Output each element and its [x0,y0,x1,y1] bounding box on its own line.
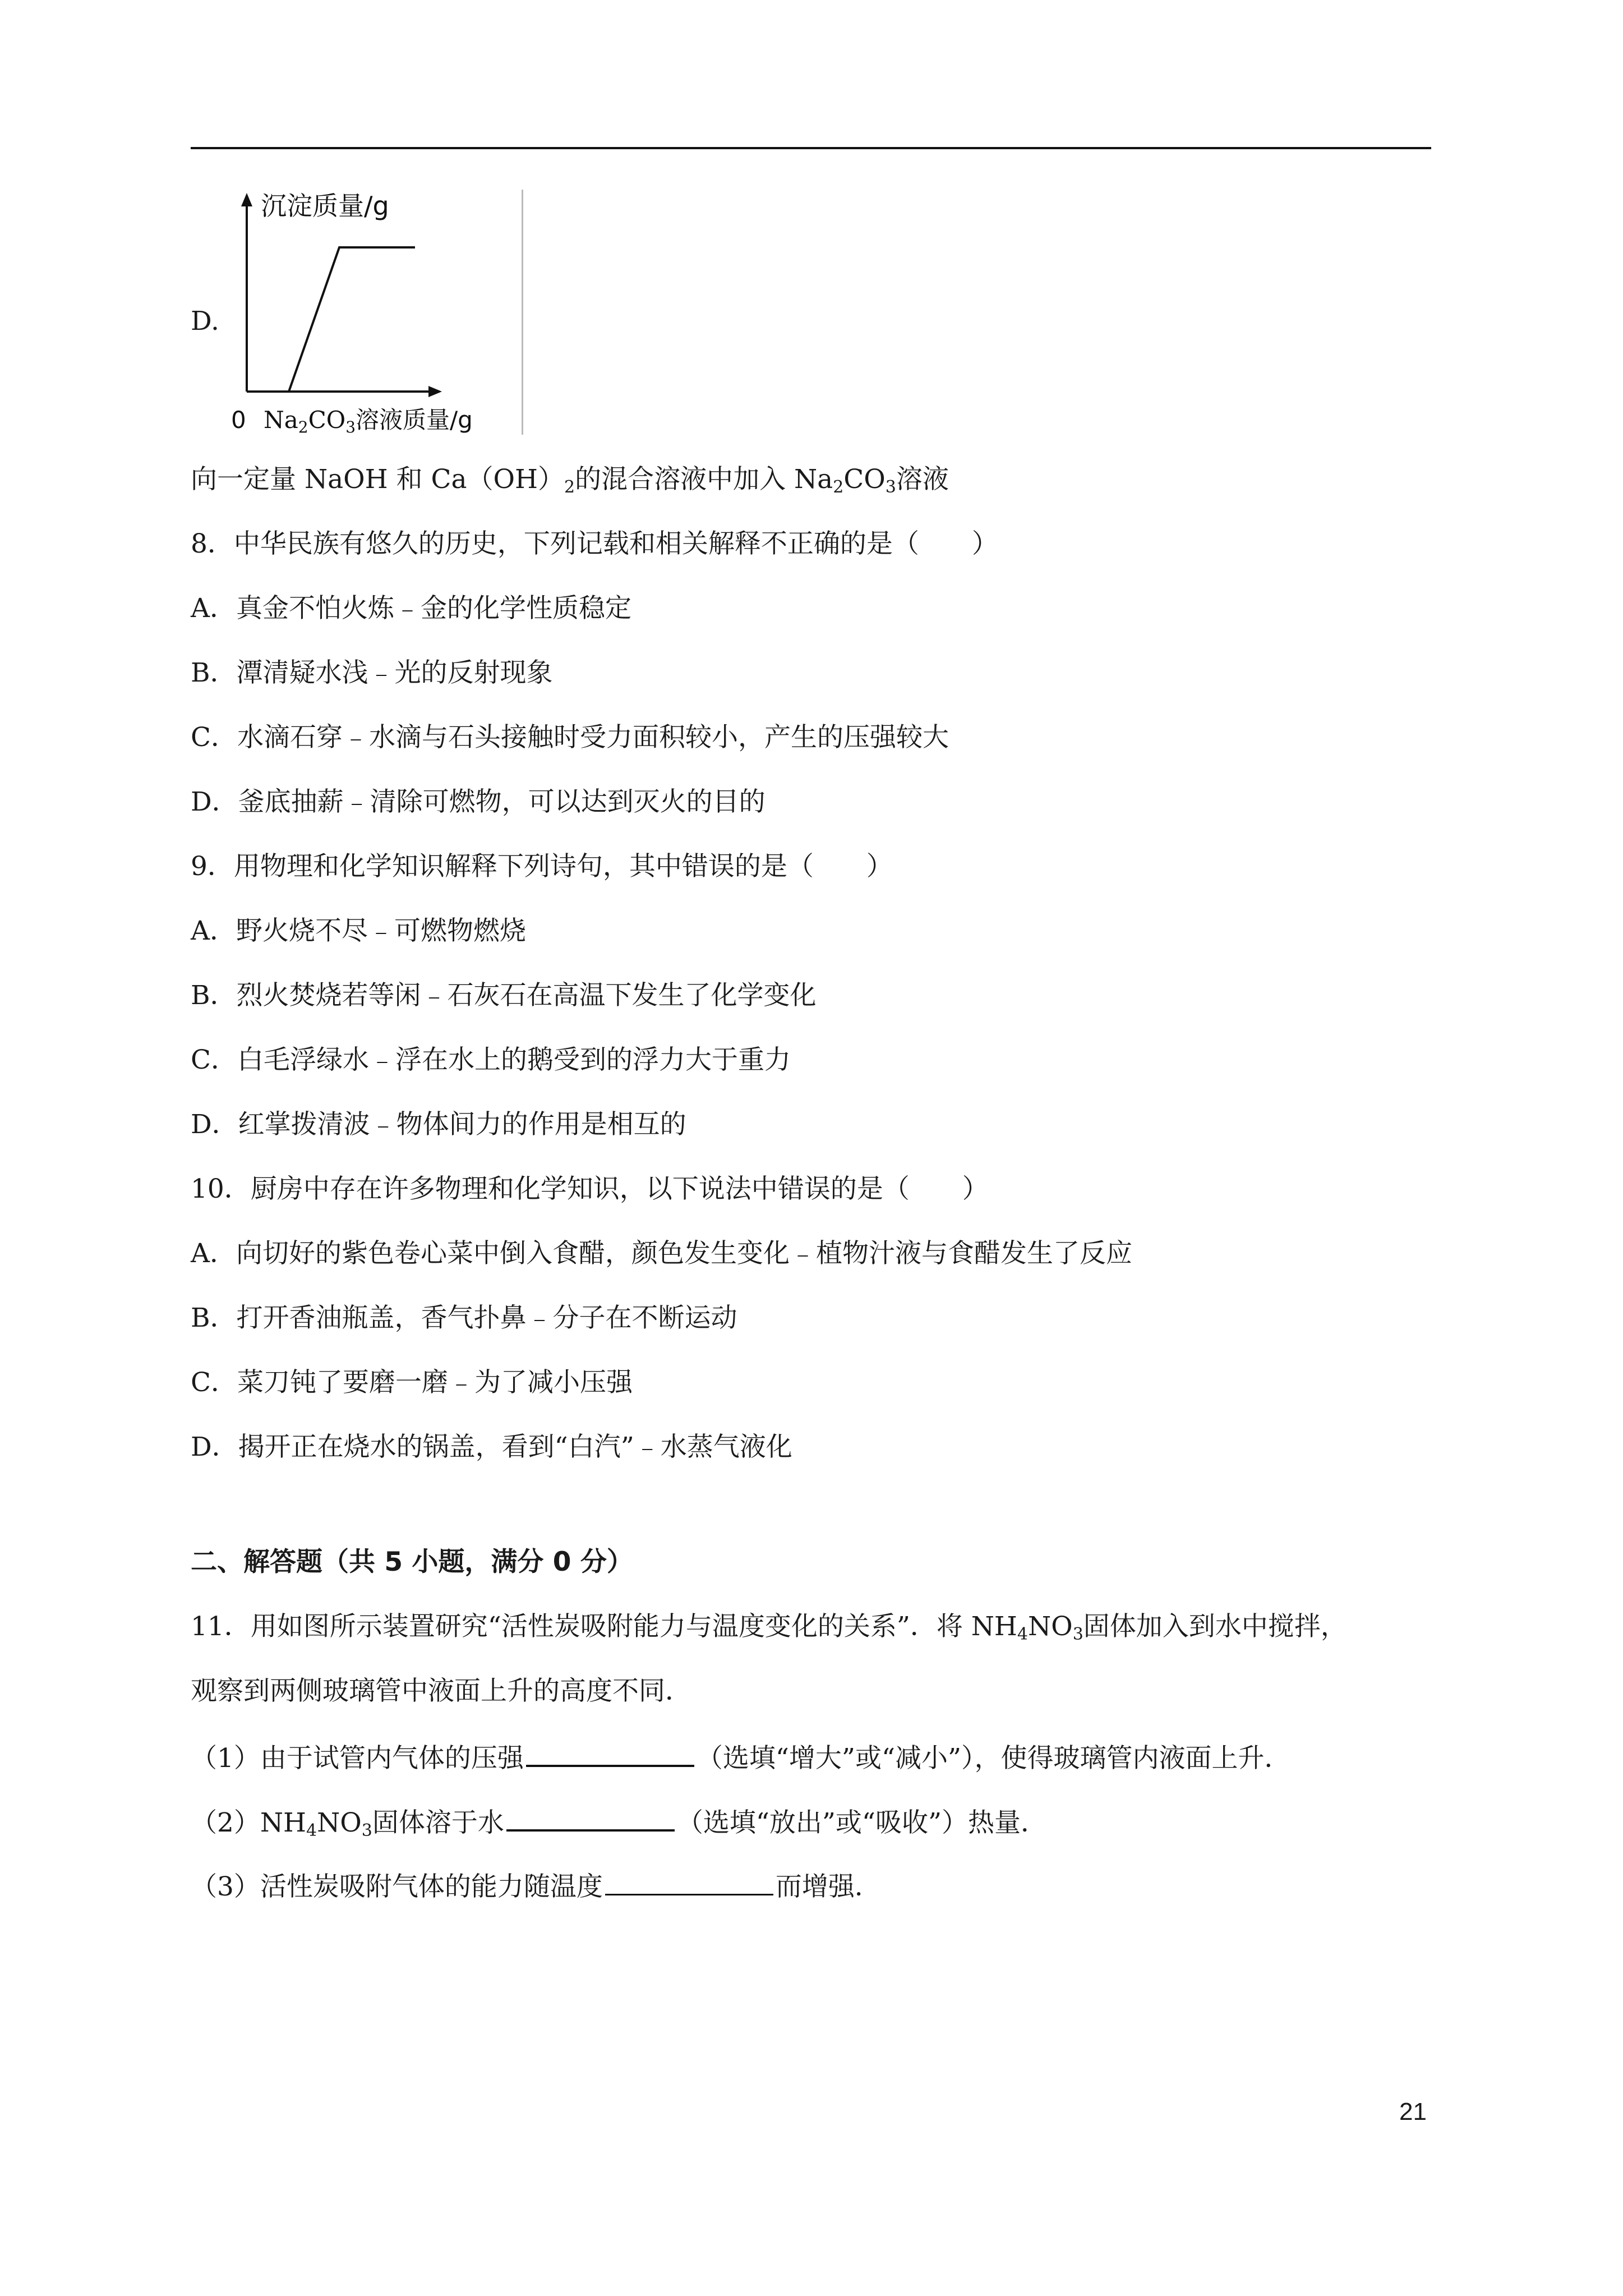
q10-option-b: B．打开香油瓶盖，香气扑鼻﹣分子在不断运动 [191,1303,737,1333]
q11-part1-blank[interactable] [526,1739,694,1767]
q11-part1: （1）由于试管内气体的压强 （选填“增大”或“减小”），使得玻璃管内液面上升． [191,1739,1291,1775]
page-number: 21 [1399,2098,1427,2125]
q11-stem-line1: 11．用如图所示装置研究“活性炭吸附能力与温度变化的关系”．将 $NH_4NO_3$固体加入到水中搅拌， [191,1611,1347,1644]
q8-stem: 8．中华民族有悠久的历史，下列记载和相关解释不正确的是（ ） [191,528,998,559]
q8-option-a: A．真金不怕火炼﹣金的化学性质稳定 [191,593,631,624]
precipitate-curve [289,247,415,392]
q8-option-d: D．釜底抽薪﹣清除可燃物，可以达到灭火的目的 [191,786,766,817]
y-axis-label: 沉淀质量/g [261,191,389,221]
x-axis-label: Na2CO3溶液质量/g [264,406,473,435]
q9-option-c: C．白毛浮绿水﹣浮在水上的鹅受到的浮力大于重力 [191,1045,791,1075]
q9-option-d: D．红掌拨清波﹣物体间力的作用是相互的 [191,1109,686,1140]
origin-label: 0 [231,406,246,434]
q10-option-d: D．揭开正在烧水的锅盖，看到“白汽”﹣水蒸气液化 [191,1432,792,1462]
q10-option-c: C．菜刀钝了要磨一磨﹣为了减小压强 [191,1367,633,1398]
figure-caption: 向一定量 NaOH 和 $Ca(OH)_2$的混合溶液中加入 $Na_2CO_3$溶液 [191,464,949,497]
q11-part2: $(2)NH_4NO_3$固体溶于水 （选填“放出”或“吸收”）热量． [191,1803,1047,1840]
header-rule [191,147,1431,149]
q8-option-b: B．潭清疑水浅﹣光的反射现象 [191,657,553,688]
q10-option-a: A．向切好的紫色卷心菜中倒入食醋，颜色发生变化﹣植物汁液与食醋发生了反应 [191,1238,1132,1269]
q9-option-b: B．烈火焚烧若等闲﹣石灰石在高温下发生了化学变化 [191,980,817,1011]
q10-stem: 10．厨房中存在许多物理和化学知识，以下说法中错误的是（ ） [191,1174,989,1204]
q11-part3-blank[interactable] [605,1868,773,1895]
q11-part2-blank[interactable] [506,1803,675,1832]
q11-stem-line2: 观察到两侧玻璃管中液面上升的高度不同． [191,1676,691,1706]
q8-option-c: C．水滴石穿﹣水滴与石头接触时受力面积较小，产生的压强较大 [191,722,949,753]
section-title: 二、解答题（共 5 小题，满分 0 分） [191,1547,633,1577]
y-axis-arrow [241,193,252,206]
q9-option-a: A．野火烧不尽﹣可燃物燃烧 [191,915,526,946]
graph-svg [230,190,522,435]
q11-part3: （3）活性炭吸附气体的能力随温度 而增强． [191,1868,881,1904]
figure-option-label: D. [191,306,219,337]
q9-stem: 9．用物理和化学知识解释下列诗句，其中错误的是（ ） [191,851,893,882]
precipitate-graph [230,190,523,435]
x-axis-arrow [428,386,442,397]
